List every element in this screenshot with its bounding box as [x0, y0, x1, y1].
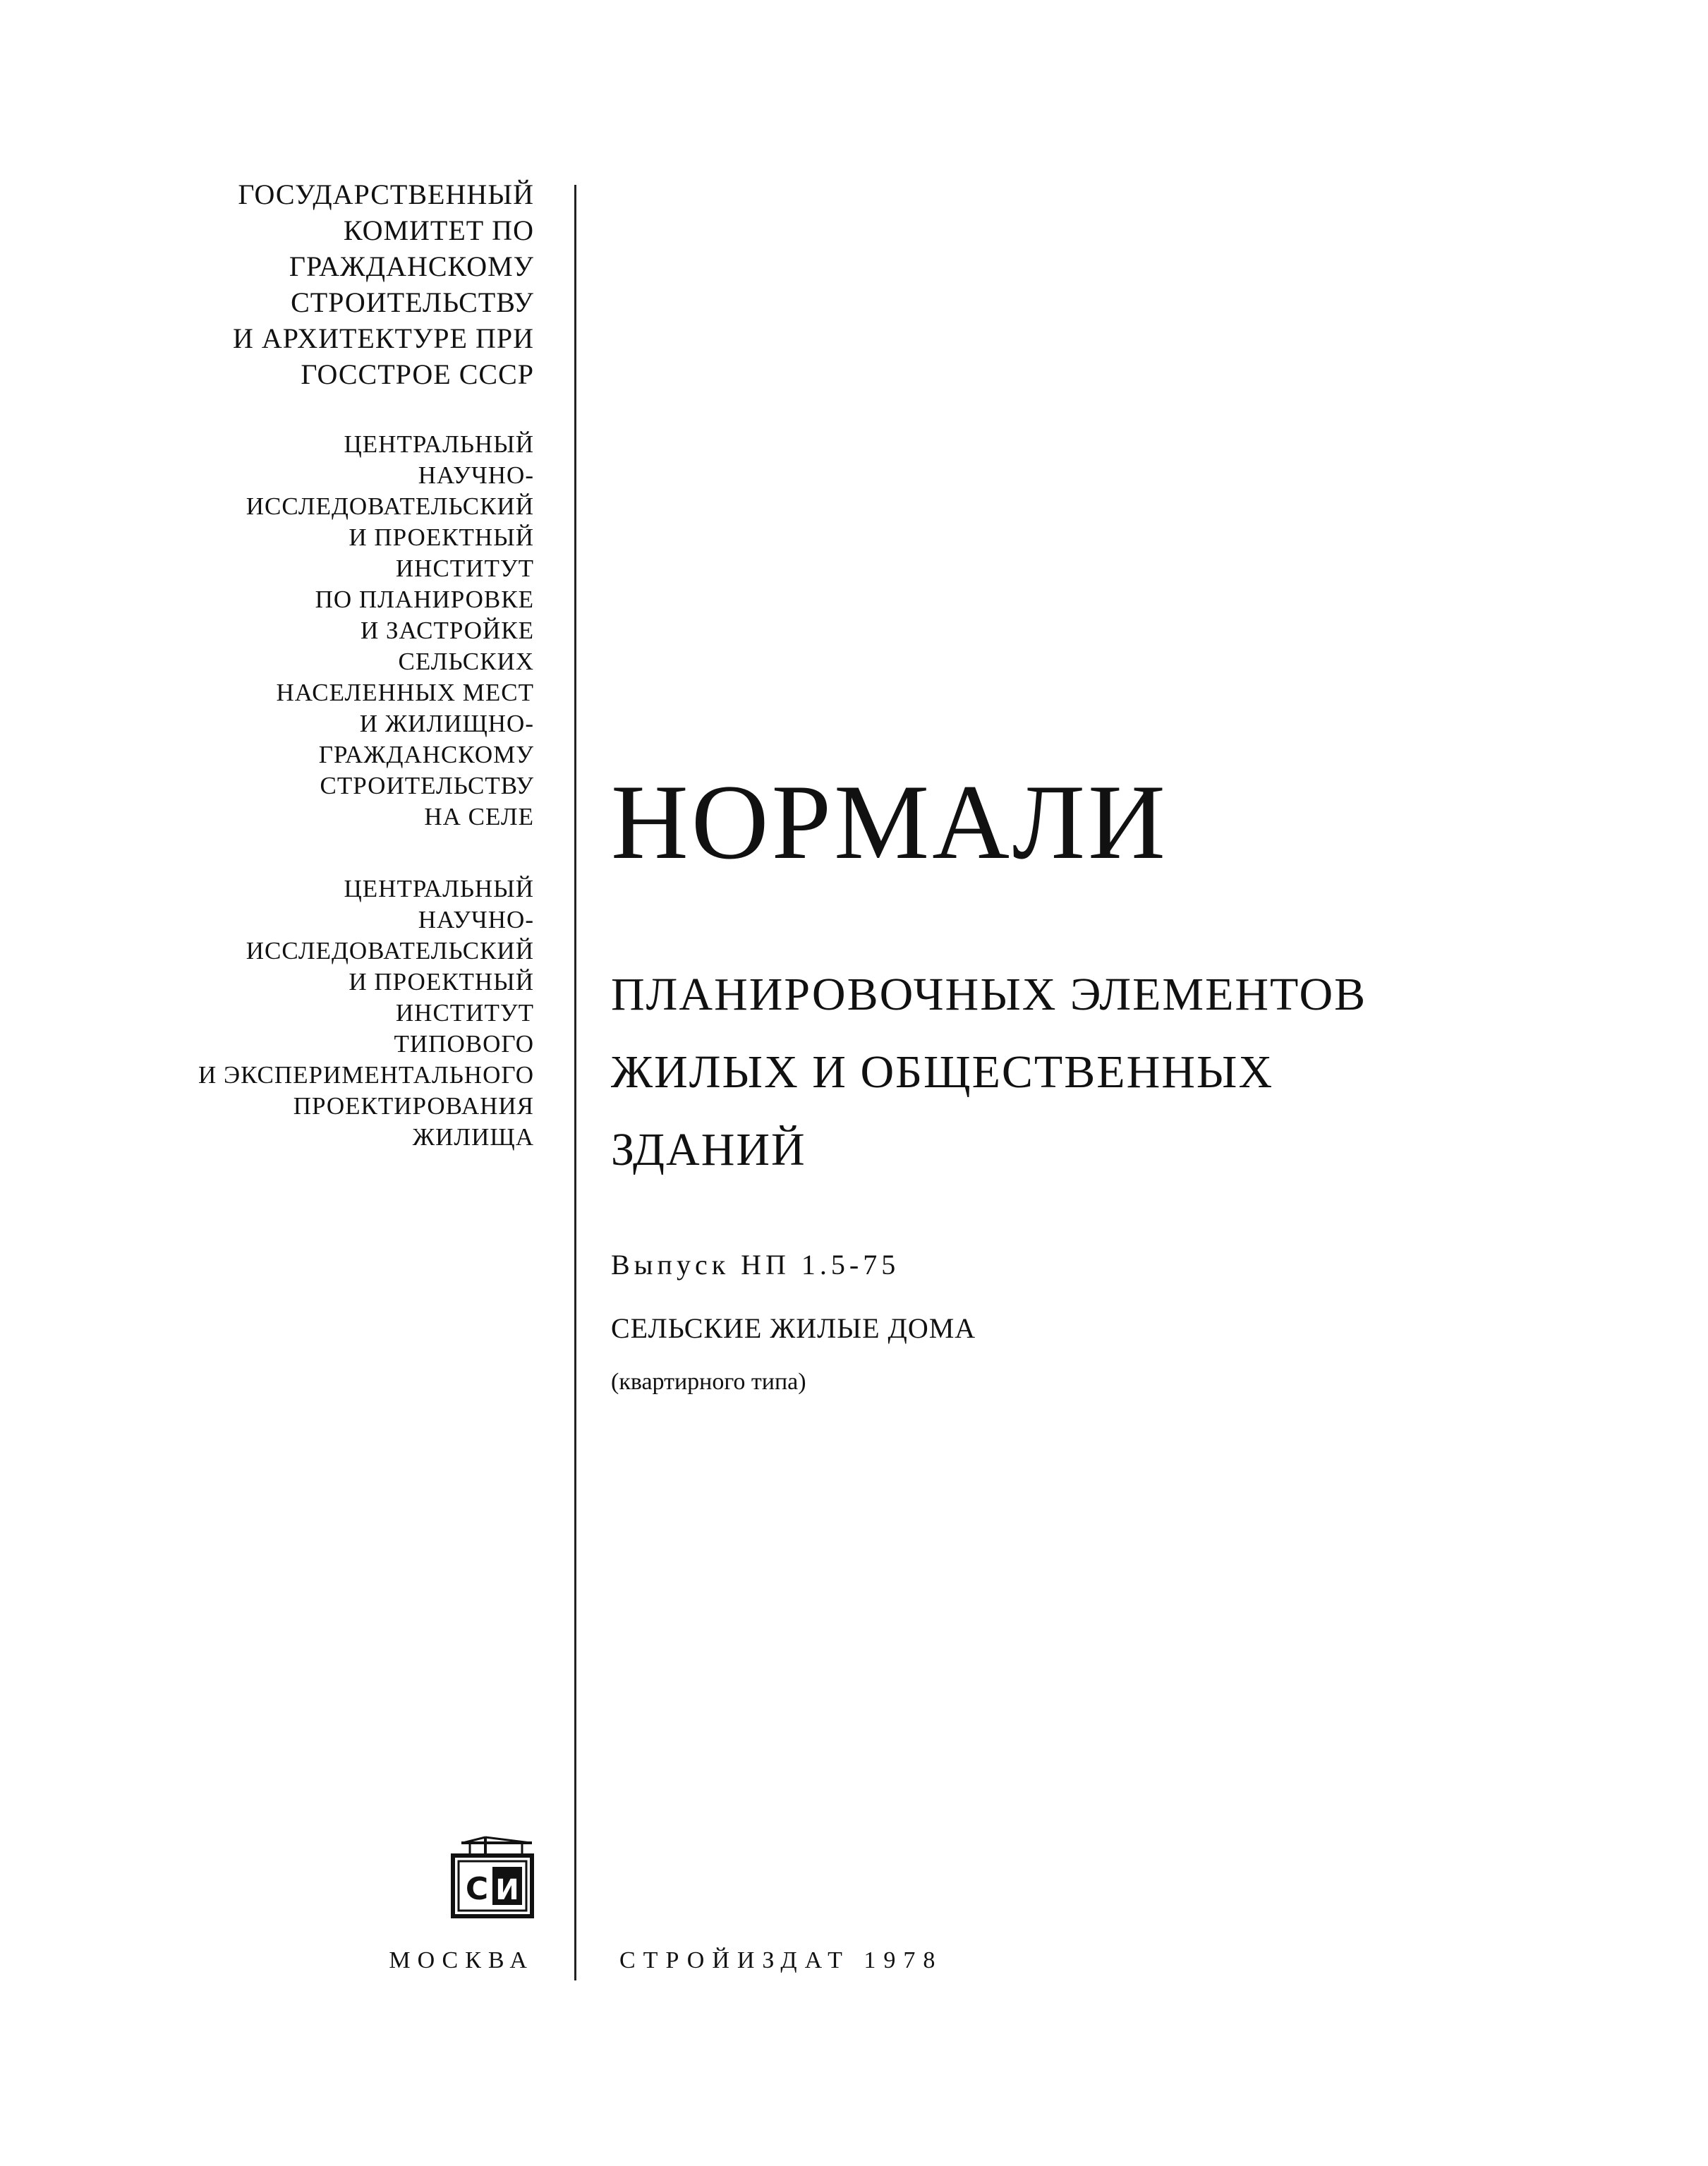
publisher-and-year: СТРОЙИЗДАТ 1978 [619, 1947, 943, 1973]
logo-letter-i: И [495, 1874, 519, 1906]
institute-line: ТИПОВОГО [394, 1030, 534, 1058]
institute-line: И ПРОЕКТНЫЙ [349, 968, 534, 996]
committee-block [233, 176, 534, 392]
institute-line: И ЗАСТРОЙКЕ [361, 617, 534, 644]
institute-line: И ЭКСПЕРИМЕНТАЛЬНОГО [198, 1061, 534, 1089]
institute-line: ЖИЛИЩА [412, 1123, 534, 1151]
committee-line: СТРОИТЕЛЬСТВУ [291, 286, 534, 318]
institute-housing-design-block [198, 873, 534, 1153]
logo-letter-s: С [465, 1871, 489, 1907]
committee-line: ГОССТРОЕ СССР [301, 358, 534, 390]
subtitle-line: ПЛАНИРОВОЧНЫХ ЭЛЕМЕНТОВ [611, 969, 1367, 1020]
issue-number: Выпуск НП 1.5-75 [611, 1249, 900, 1281]
institute-line: ИССЛЕДОВАТЕЛЬСКИЙ [246, 492, 534, 520]
institute-rural-planning-block [246, 429, 534, 833]
institute-line: ИССЛЕДОВАТЕЛЬСКИЙ [246, 937, 534, 964]
institute-line: НАУЧНО- [418, 461, 534, 489]
type-note: (квартирного типа) [611, 1369, 806, 1395]
institute-line: ИНСТИТУТ [395, 999, 534, 1027]
committee-line: ГОСУДАРСТВЕННЫЙ [238, 179, 534, 210]
publisher-logo-icon [449, 1834, 536, 1919]
institute-line: И ЖИЛИЩНО- [359, 710, 534, 737]
institute-line: НА СЕЛЕ [424, 803, 534, 830]
institute-line: СТРОИТЕЛЬСТВУ [320, 772, 534, 799]
institute-line: ЦЕНТРАЛЬНЫЙ [344, 430, 534, 458]
institute-line: И ПРОЕКТНЫЙ [349, 524, 534, 551]
institute-line: ИНСТИТУТ [395, 555, 534, 582]
institute-line: ПО ПЛАНИРОВКЕ [315, 586, 534, 613]
institute-line: ГРАЖДАНСКОМУ [318, 741, 534, 768]
committee-line: И АРХИТЕКТУРЕ ПРИ [233, 322, 534, 354]
subtitle-line: ЖИЛЫХ И ОБЩЕСТВЕННЫХ [611, 1046, 1274, 1098]
vertical-divider [574, 185, 576, 1980]
subtitle-line: ЗДАНИЙ [611, 1124, 806, 1175]
institute-line: ЦЕНТРАЛЬНЫЙ [344, 875, 534, 902]
institute-line: НАСЕЛЕННЫХ МЕСТ [276, 679, 534, 706]
committee-line: КОМИТЕТ ПО [343, 214, 534, 246]
document-title: НОРМАЛИ [611, 763, 1168, 881]
institute-line: НАУЧНО- [418, 906, 534, 933]
publication-city: МОСКВА [389, 1947, 534, 1973]
committee-line: ГРАЖДАНСКОМУ [289, 250, 534, 282]
document-subtitle [611, 956, 1367, 1189]
institute-line: ПРОЕКТИРОВАНИЯ [293, 1092, 534, 1120]
series-title: СЕЛЬСКИЕ ЖИЛЫЕ ДОМА [611, 1312, 976, 1344]
institute-line: СЕЛЬСКИХ [398, 648, 534, 675]
